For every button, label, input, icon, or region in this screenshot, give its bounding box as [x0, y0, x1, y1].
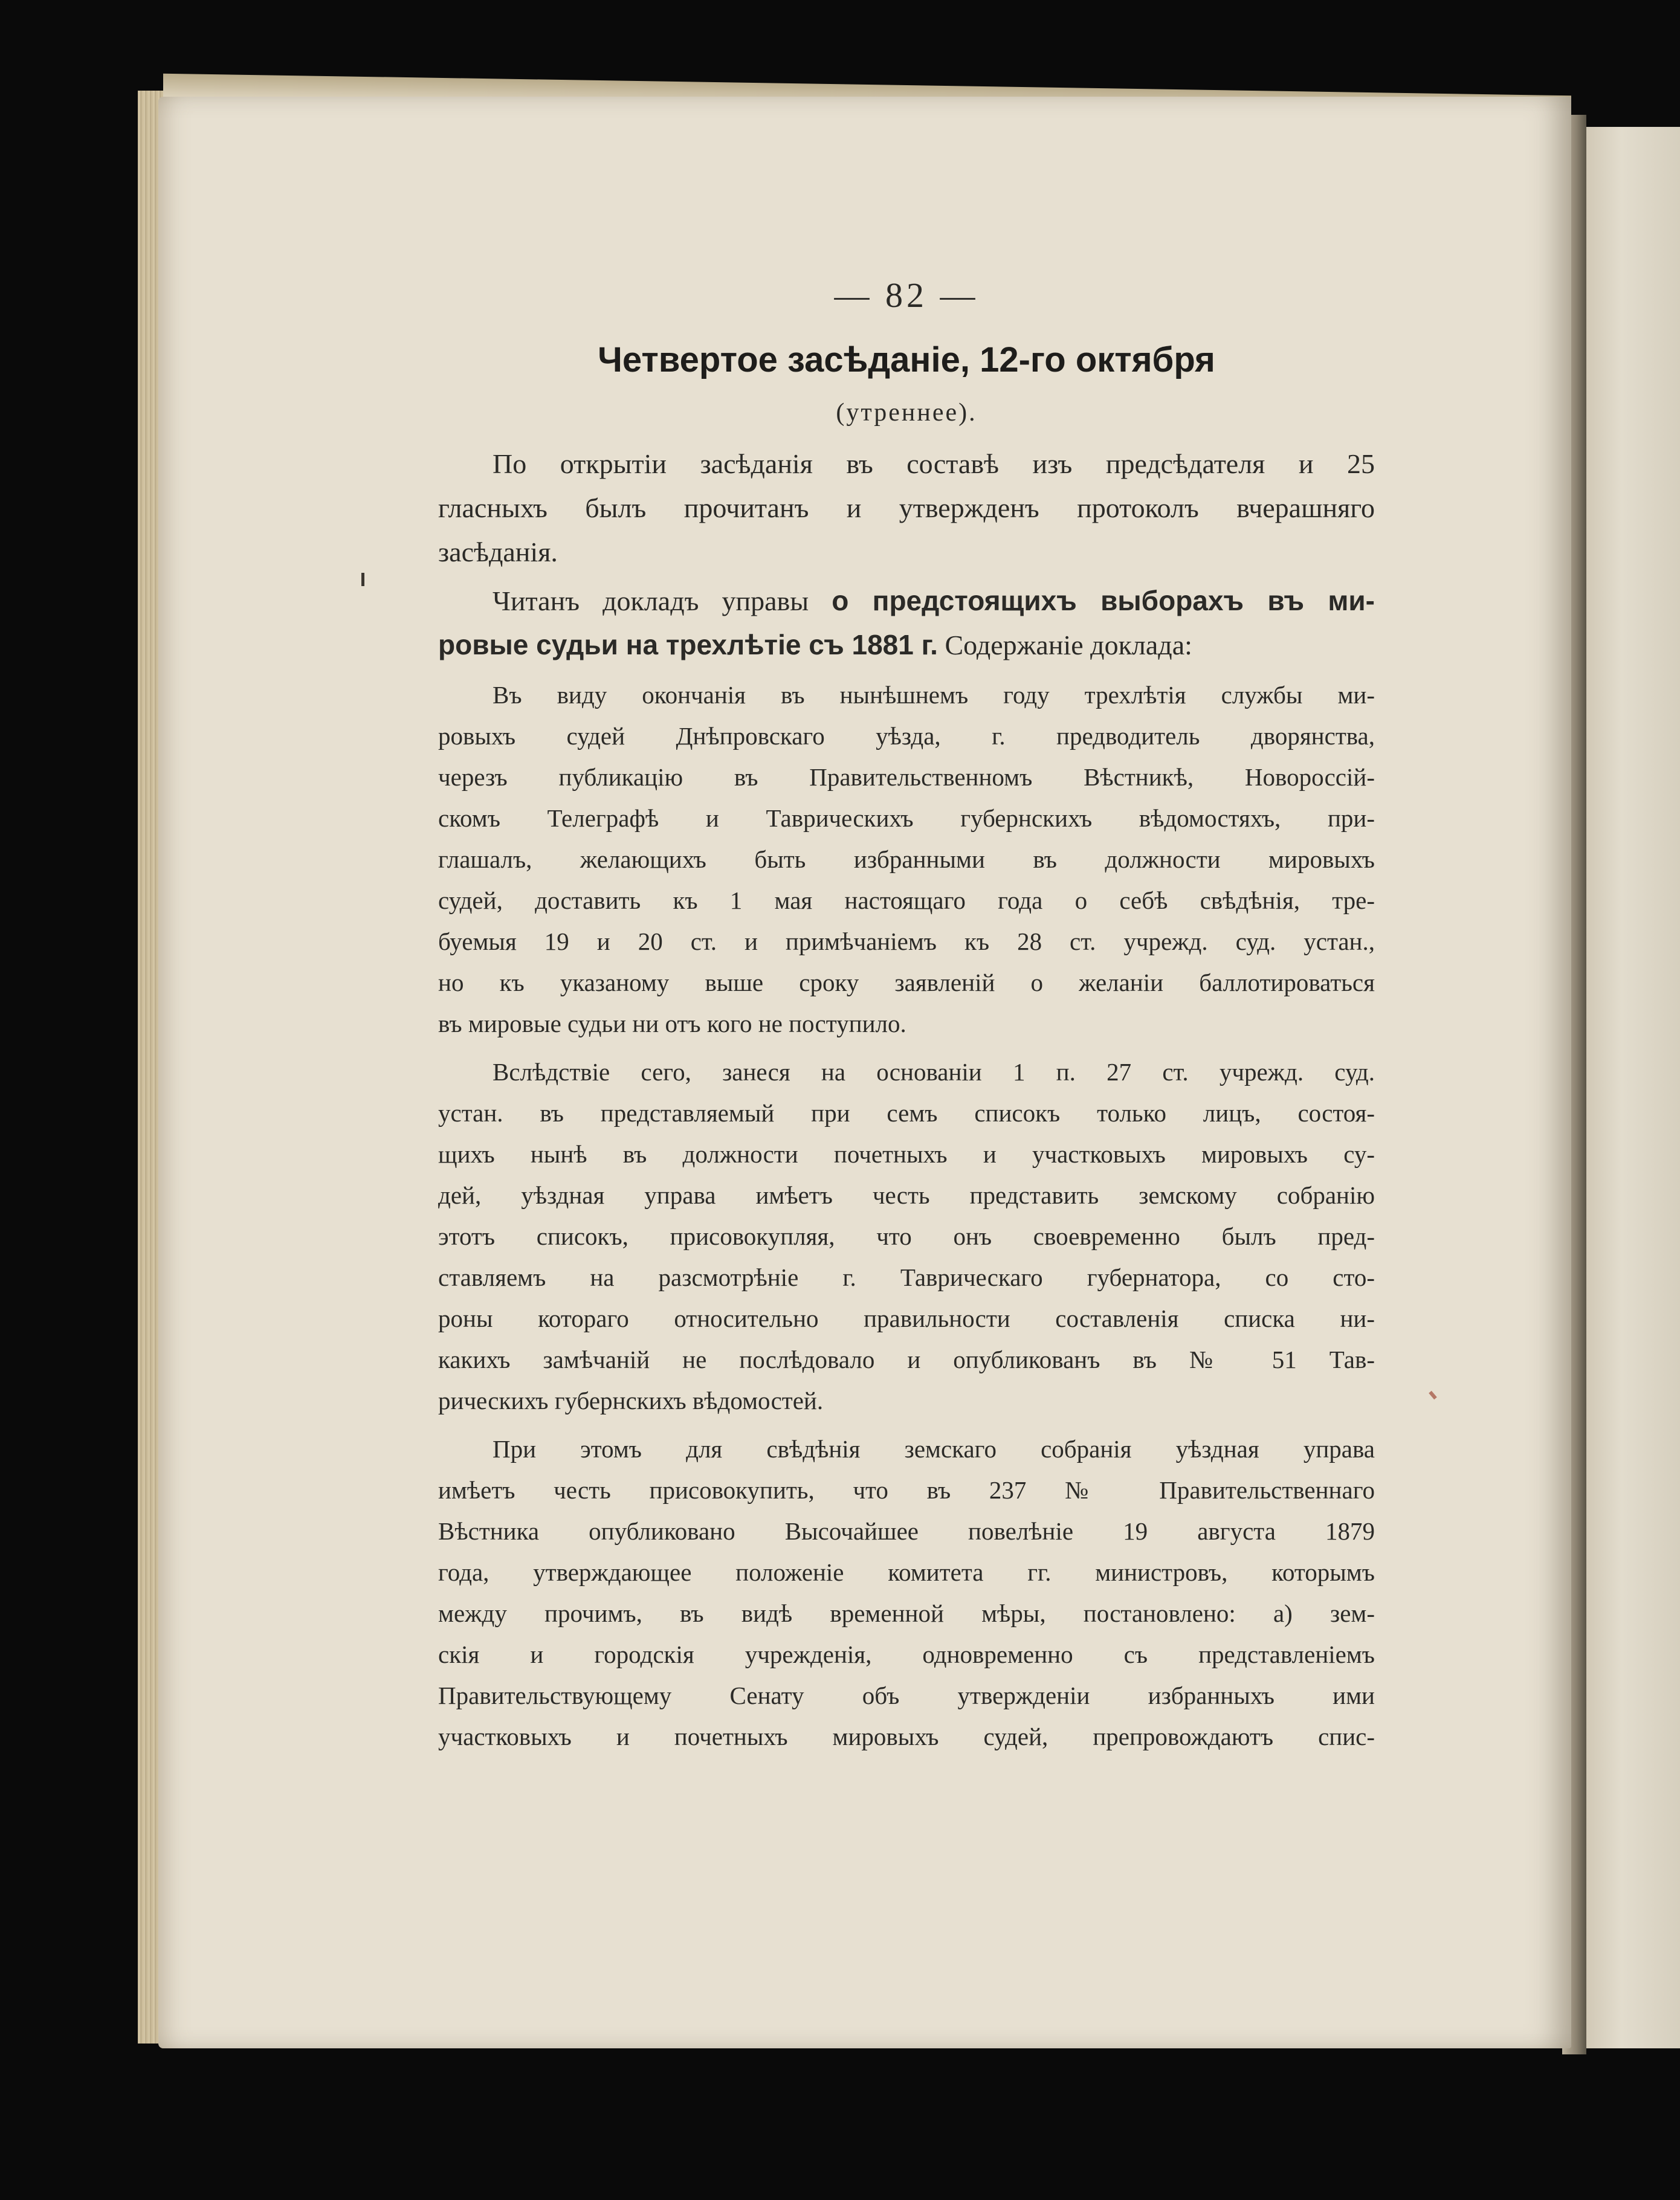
page-number: — 82 —: [834, 276, 979, 315]
report-line: скомъ Телеграфѣ и Таврическихъ губернскихъ вѣдомостяхъ, при-: [438, 804, 1375, 832]
report-intro-plain: Читанъ докладъ управы: [493, 585, 832, 616]
intro-paragraph: [438, 442, 1375, 574]
report-line: между прочимъ, въ видѣ временной мѣры, постановлено: а) зем-: [438, 1599, 1375, 1627]
report-line: При этомъ для свѣдѣнія земскаго собранія уѣздная управа: [493, 1435, 1375, 1463]
intro-line: По открытіи засѣданія въ составѣ изъ предсѣдателя и 25: [493, 448, 1375, 479]
report-intro-line-2: [438, 623, 1375, 667]
report-line: судей, доставить къ 1 мая настоящаго года о себѣ свѣдѣнія, тре-: [438, 886, 1375, 914]
report-line: года, утверждающее положеніе комитета гг. министровъ, которымъ: [438, 1558, 1375, 1586]
report-line: дей, уѣздная управа имѣетъ честь представить земскому собранію: [438, 1181, 1375, 1209]
report-intro-end: Содержаніе доклада:: [937, 630, 1192, 660]
report-line: роны котораго относительно правильности составленія списка ни-: [438, 1305, 1375, 1332]
report-line: Правительствующему Сенату объ утвержденіи избранныхъ ими: [438, 1682, 1375, 1709]
report-line: щихъ нынѣ въ должности почетныхъ и участковыхъ мировыхъ су-: [438, 1140, 1375, 1168]
report-line: этотъ списокъ, присовокупляя, что онъ своевременно былъ пред-: [438, 1222, 1375, 1250]
next-page-edge: [1582, 127, 1680, 2048]
report-topic-bold-1: о предстоящихъ выборахъ въ ми-: [832, 585, 1375, 616]
report-block-3: [438, 1428, 1375, 1757]
report-line: буемыя 19 и 20 ст. и примѣчаніемъ къ 28 ст. учрежд. суд. устан.,: [438, 927, 1375, 955]
report-line: Въ виду окончанія въ нынѣшнемъ году трехлѣтія службы ми-: [493, 681, 1375, 709]
report-line: устан. въ представляемый при семъ списокъ только лицъ, состоя-: [438, 1099, 1375, 1127]
report-line: ставляемъ на разсмотрѣніе г. Таврическаго губернатора, со сто-: [438, 1263, 1375, 1291]
session-heading: Четвертое засѣданіе, 12-го октября: [598, 340, 1215, 379]
session-subheading: (утреннее).: [836, 399, 977, 427]
report-line: рическихъ губернскихъ вѣдомостей.: [438, 1387, 824, 1415]
report-line: участковыхъ и почетныхъ мировыхъ судей, препровождаютъ спис-: [438, 1723, 1375, 1750]
report-line: ровыхъ судей Днѣпровскаго уѣзда, г. предводитель дворянства,: [438, 722, 1375, 750]
report-line: черезъ публикацію въ Правительственномъ Вѣстникѣ, Новороссій-: [438, 763, 1375, 791]
intro-line: засѣданія.: [438, 537, 558, 567]
report-line: имѣетъ честь присовокупить, что въ 237 № Правительственнаго: [438, 1476, 1375, 1504]
report-line: Вслѣдствіе сего, занеся на основаніи 1 п. 27 ст. учрежд. суд.: [493, 1058, 1375, 1086]
report-line: какихъ замѣчаній не послѣдовало и опубликованъ въ № 51 Тав-: [438, 1346, 1375, 1373]
report-line: въ мировые судьи ни отъ кого не поступило.: [438, 1010, 906, 1037]
report-line: но къ указаному выше сроку заявленій о желаніи баллотироваться: [438, 969, 1375, 996]
report-intro-paragraph: [438, 579, 1375, 667]
report-block-2: [438, 1051, 1375, 1421]
report-topic-bold-2: ровые судьи на трехлѣтіе съ 1881 г.: [438, 629, 938, 660]
report-block-1: [438, 674, 1375, 1044]
report-line: Вѣстника опубликовано Высочайшее повелѣніе 19 августа 1879: [438, 1517, 1375, 1545]
margin-mark: [361, 573, 364, 586]
intro-line: гласныхъ былъ прочитанъ и утвержденъ протоколъ вчерашняго: [438, 492, 1375, 523]
page-content: [438, 275, 1375, 1757]
report-line: скія и городскія учрежденія, одновременно съ представленіемъ: [438, 1640, 1375, 1668]
report-intro-line-1: [438, 579, 1375, 623]
report-line: глашалъ, желающихъ быть избранными въ должности мировыхъ: [438, 845, 1375, 873]
